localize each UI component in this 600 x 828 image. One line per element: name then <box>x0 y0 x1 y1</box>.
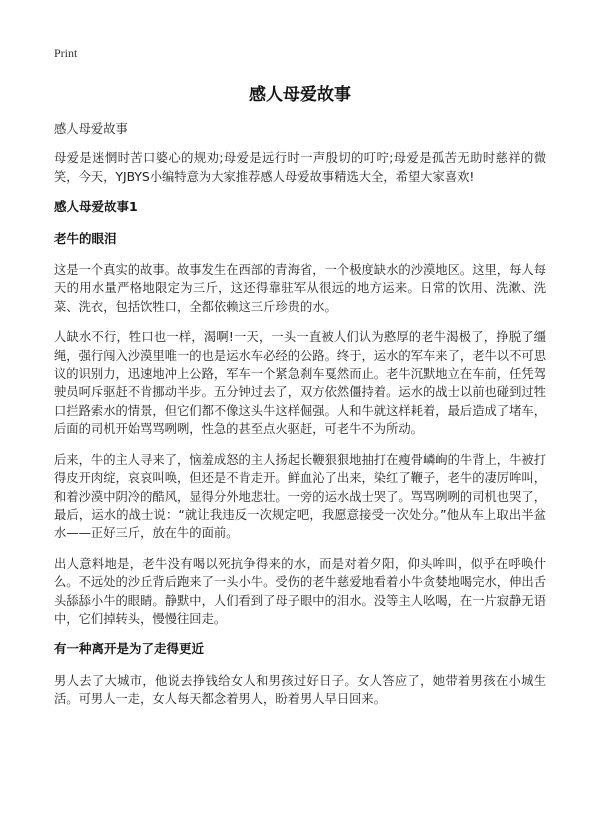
story1-paragraph-2: 人缺水不行，牲口也一样，渴啊!一天，一头一直被人们认为憨厚的老牛渴极了，挣脱了缰绳，强行闯入沙漠里唯一的也是运水车必经的公路。终于，运水的军车来了，老牛以不可思议的识别力，迅速地冲上公路，军车一个紧急刹车戛然而止。老牛沉默地立在车前，任凭驾驶员呵斥驱赶不肯挪动半步。五分钟过去了，双方依然僵持着。运水的战士以前也碰到过牲口拦路索水的情景，但它们都不像这头牛这样倔强。人和牛就这样耗着，最后造成了堵车，后面的司机开始骂骂咧咧，性急的甚至点火驱赶，可老牛不为所动。 <box>54 330 546 437</box>
story2-paragraph-1: 男人去了大城市，他说去挣钱给女人和男孩过好日子。女人答应了，她带着男孩在小城生活。可男人一走，女人每天都念着男人，盼着男人早日回来。 <box>54 673 546 707</box>
story1-paragraph-1: 这是一个真实的故事。故事发生在西部的青海省，一个极度缺水的沙漠地区。这里，每人每天的用水量严格地限定为三斤，这还得靠驻军从很远的地方运来。日常的饮用、洗漱、洗菜、洗衣，包括饮牲口，全都依赖这三斤珍贵的水。 <box>54 263 546 314</box>
article-body <box>54 120 546 721</box>
story1-paragraph-4: 出人意料地是，老牛没有喝以死抗争得来的水，而是对着夕阳，仰头哞叫，似乎在呼唤什么。不远处的沙丘背后跑来了一头小牛。受伤的老牛慈爱地看着小牛贪婪地喝完水，伸出舌头舔舔小牛的眼睛。静默中，人们看到了母子眼中的泪水。没等主人吆喝，在一片寂静无语中，它们掉转头，慢慢往回走。 <box>54 556 546 626</box>
story1-subheading: 老牛的眼泪 <box>54 230 117 246</box>
story2-subheading: 有一种离开是为了走得更近 <box>54 641 205 657</box>
page-title: 感人母爱故事 <box>249 85 351 105</box>
article-subtitle: 感人母爱故事 <box>54 122 128 136</box>
story1-paragraph-3: 后来，牛的主人寻来了，恼羞成怒的主人扬起长鞭狠狠地抽打在瘦骨嶙峋的牛背上，牛被打得皮开肉绽，哀哀叫唤，但还是不肯走开。鲜血沁了出来，染红了鞭子，老牛的凄厉哞叫，和着沙漠中阴冷的酷风，显得分外地悲壮。一旁的运水战士哭了。骂骂咧咧的司机也哭了，最后，运水的战士说：“就让我违反一次规定吧，我愿意接受一次处分。”他从车上取出半盆水——正好三斤，放在牛的面前。 <box>54 452 546 541</box>
intro-paragraph: 母爱是迷惘时苦口婆心的规劝;母爱是远行时一声殷切的叮咛;母爱是孤苦无助时慈祥的微笑，今天，YJBYS小编特意为大家推荐感人母爱故事精选大全，希望大家喜欢! <box>54 151 546 184</box>
print-link[interactable]: Print <box>54 46 78 60</box>
story1-heading: 感人母爱故事1 <box>54 199 138 215</box>
